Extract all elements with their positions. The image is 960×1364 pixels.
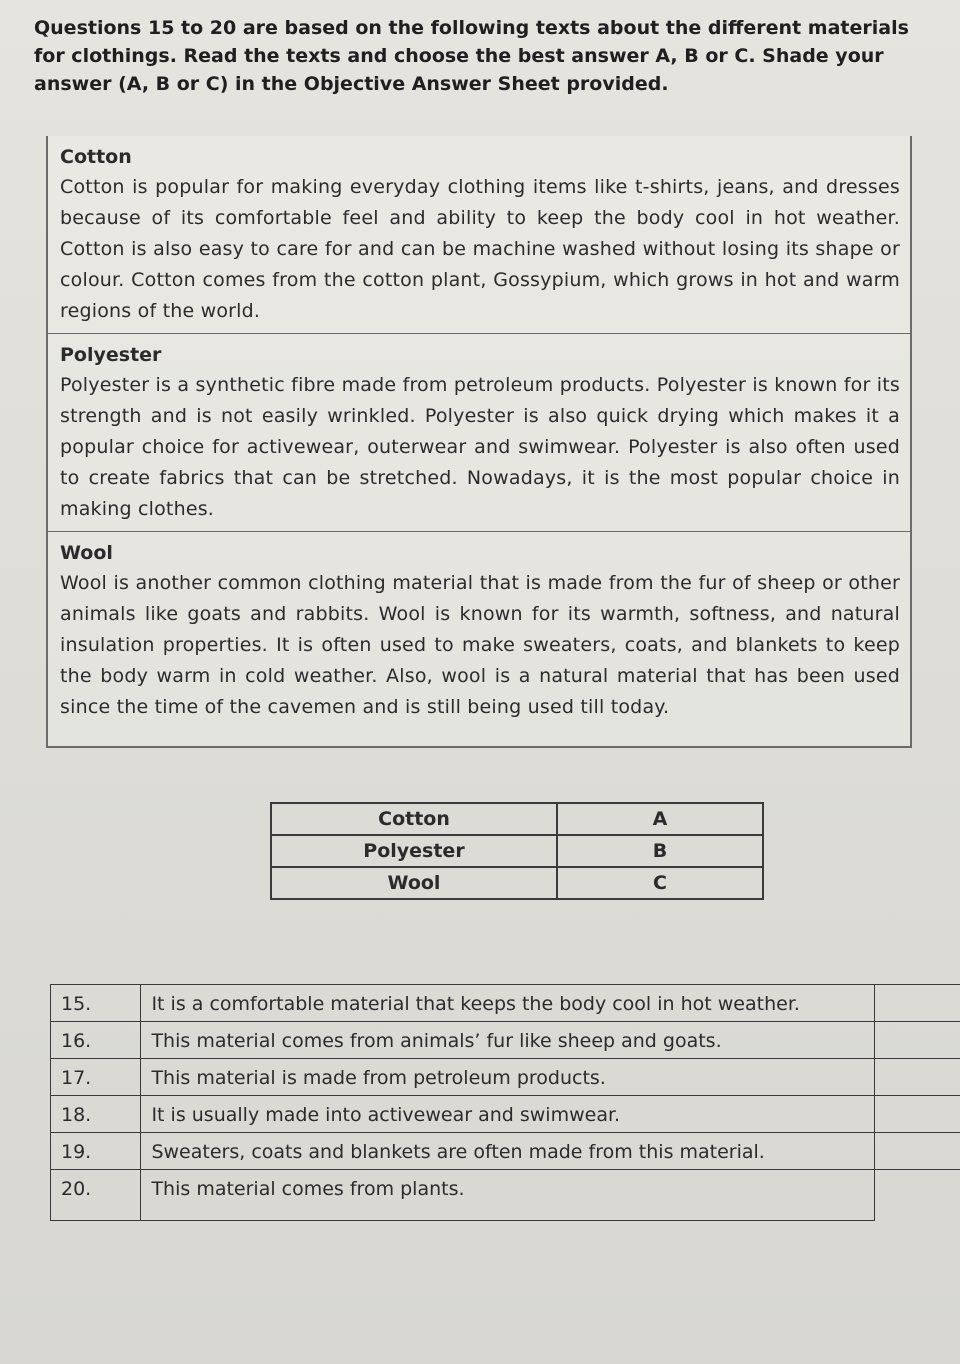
table-row — [51, 1059, 960, 1096]
material-name: Polyester — [271, 835, 557, 867]
passage-body: Wool is another common clothing material that is made from the fur of sheep or other animals like goats and rabbits. Wool is known for its warmth, softness, and natural insulation properties. It is often used to make sweaters, coats, and blankets to keep the body warm in cold weather. Also, wool is a natural material that has been used since the time of the cavemen and is still being used till today. — [60, 572, 900, 718]
answer-letter: A — [557, 803, 763, 835]
question-number: 15. — [51, 985, 141, 1022]
question-text: This material is made from petroleum products. — [141, 1059, 874, 1096]
question-number: 18. — [51, 1096, 141, 1133]
question-text: This material comes from animals’ fur like sheep and goats. — [141, 1022, 874, 1059]
material-name: Wool — [271, 867, 557, 899]
answer-letter: B — [557, 835, 763, 867]
answer-cell — [874, 1096, 960, 1133]
table-row — [51, 1133, 960, 1170]
passage-body: Cotton is popular for making everyday clothing items like t-shirts, jeans, and dresses because of its comfortable feel and ability to keep the body cool in hot weather. Cotton is also easy to care for and can be machine washed without losing its shape or colour. Cotton comes from the cotton plant, Gossypium, which grows in hot and warm regions of the world. — [60, 176, 900, 322]
question-number: 19. — [51, 1133, 141, 1170]
answer-cell — [874, 1170, 960, 1221]
questions-table — [50, 984, 960, 1221]
table-row — [51, 985, 960, 1022]
table-row — [271, 867, 763, 899]
passage-title: Wool — [60, 542, 113, 564]
answer-letter: C — [557, 867, 763, 899]
table-row — [271, 803, 763, 835]
material-name: Cotton — [271, 803, 557, 835]
answer-cell — [874, 985, 960, 1022]
passage-title: Polyester — [60, 344, 162, 366]
question-text: It is a comfortable material that keeps the body cool in hot weather. — [141, 985, 874, 1022]
answer-cell — [874, 1059, 960, 1096]
question-text: It is usually made into activewear and swimwear. — [141, 1096, 874, 1133]
question-text: This material comes from plants. — [141, 1170, 874, 1221]
passage-body: Polyester is a synthetic fibre made from petroleum products. Polyester is known for its strength and is not easily wrinkled. Polyester is also quick drying which makes it a popular choice for activewear, outerwear and swimwear. Polyester is also often used to create fabrics that can be stretched. Nowadays, it is the most popular choice in making clothes. — [60, 374, 900, 520]
answer-cell — [874, 1133, 960, 1170]
passage-wool — [48, 532, 910, 729]
question-text: Sweaters, coats and blankets are often made from this material. — [141, 1133, 874, 1170]
passage-cotton — [48, 136, 910, 334]
passages-box — [46, 136, 912, 748]
question-number: 20. — [51, 1170, 141, 1221]
question-number: 17. — [51, 1059, 141, 1096]
question-number: 16. — [51, 1022, 141, 1059]
answer-cell — [874, 1022, 960, 1059]
table-row — [51, 1170, 960, 1221]
passage-title: Cotton — [60, 146, 132, 168]
table-row — [51, 1096, 960, 1133]
answer-key-table — [270, 802, 764, 900]
table-row — [271, 835, 763, 867]
passage-polyester — [48, 334, 910, 532]
instructions-text: Questions 15 to 20 are based on the following texts about the different materials for clothings. Read the texts and choose the best answer A, B or C. Shade your answer (A, B or C) in the Objective Answer Sheet provided. — [34, 17, 909, 95]
table-row — [51, 1022, 960, 1059]
